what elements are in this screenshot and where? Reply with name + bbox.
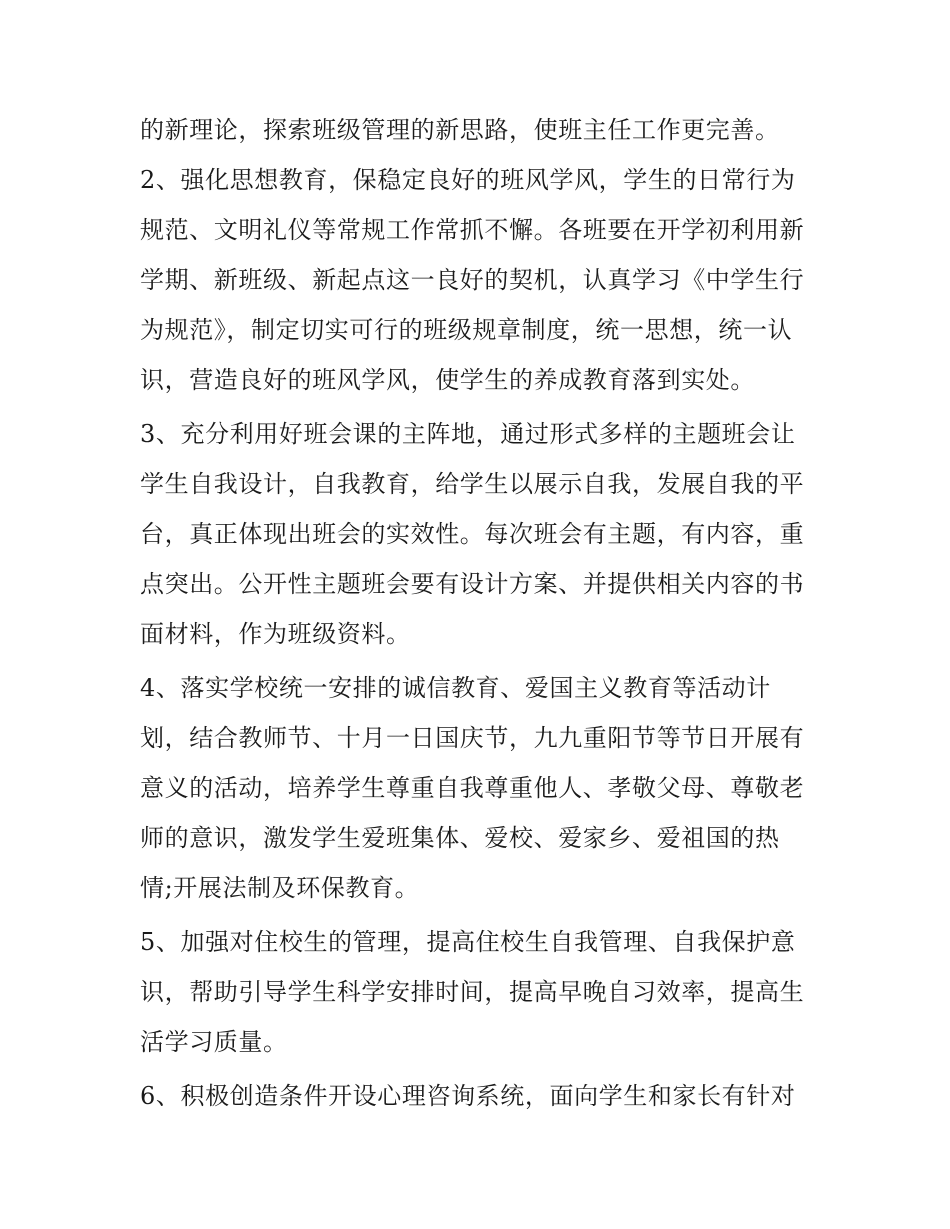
text-line: 3、充分利用好班会课的主阵地，通过形式多样的主题班会让 — [140, 420, 796, 448]
text-line: 4、落实学校统一安排的诚信教育、爱国主义教育等活动计 — [140, 674, 771, 702]
text-line: 2、强化思想教育，保稳定良好的班风学风，学生的日常行为 — [140, 166, 796, 194]
text-line: 为规范》，制定切实可行的班级规章制度，统一思想，统一认 — [140, 316, 793, 344]
text-line: 识，营造良好的班风学风，使学生的养成教育落到实处。 — [140, 366, 755, 394]
text-line: 面材料，作为班级资料。 — [140, 620, 411, 648]
text-line: 规范、文明礼仪等常规工作常抓不懈。各班要在开学初利用新 — [140, 216, 805, 244]
text-line: 情;开展法制及环保教育。 — [140, 874, 420, 902]
text-line: 意义的活动，培养学生尊重自我尊重他人、孝敬父母、尊敬老 — [140, 774, 805, 802]
text-line: 学生自我设计，自我教育，给学生以展示自我，发展自我的平 — [140, 470, 805, 498]
text-line: 5、加强对住校生的管理，提高住校生自我管理、自我保护意 — [140, 928, 796, 956]
text-line: 点突出。公开性主题班会要有设计方案、并提供相关内容的书 — [140, 570, 805, 598]
text-line: 6、积极创造条件开设心理咨询系统，面向学生和家长有针对 — [140, 1082, 796, 1110]
text-line: 识，帮助引导学生科学安排时间，提高早晚自习效率，提高生 — [140, 978, 805, 1006]
text-line: 师的意识，激发学生爱班集体、爱校、爱家乡、爱祖国的热 — [140, 824, 780, 852]
text-line: 学期、新班级、新起点这一良好的契机，认真学习《中学生行 — [140, 266, 805, 294]
text-line: 台，真正体现出班会的实效性。每次班会有主题，有内容，重 — [140, 520, 805, 548]
text-line: 活学习质量。 — [140, 1028, 288, 1056]
text-line: 的新理论，探索班级管理的新思路，使班主任工作更完善。 — [140, 116, 780, 144]
text-line: 划，结合教师节、十月一日国庆节，九九重阳节等节日开展有 — [140, 724, 805, 752]
